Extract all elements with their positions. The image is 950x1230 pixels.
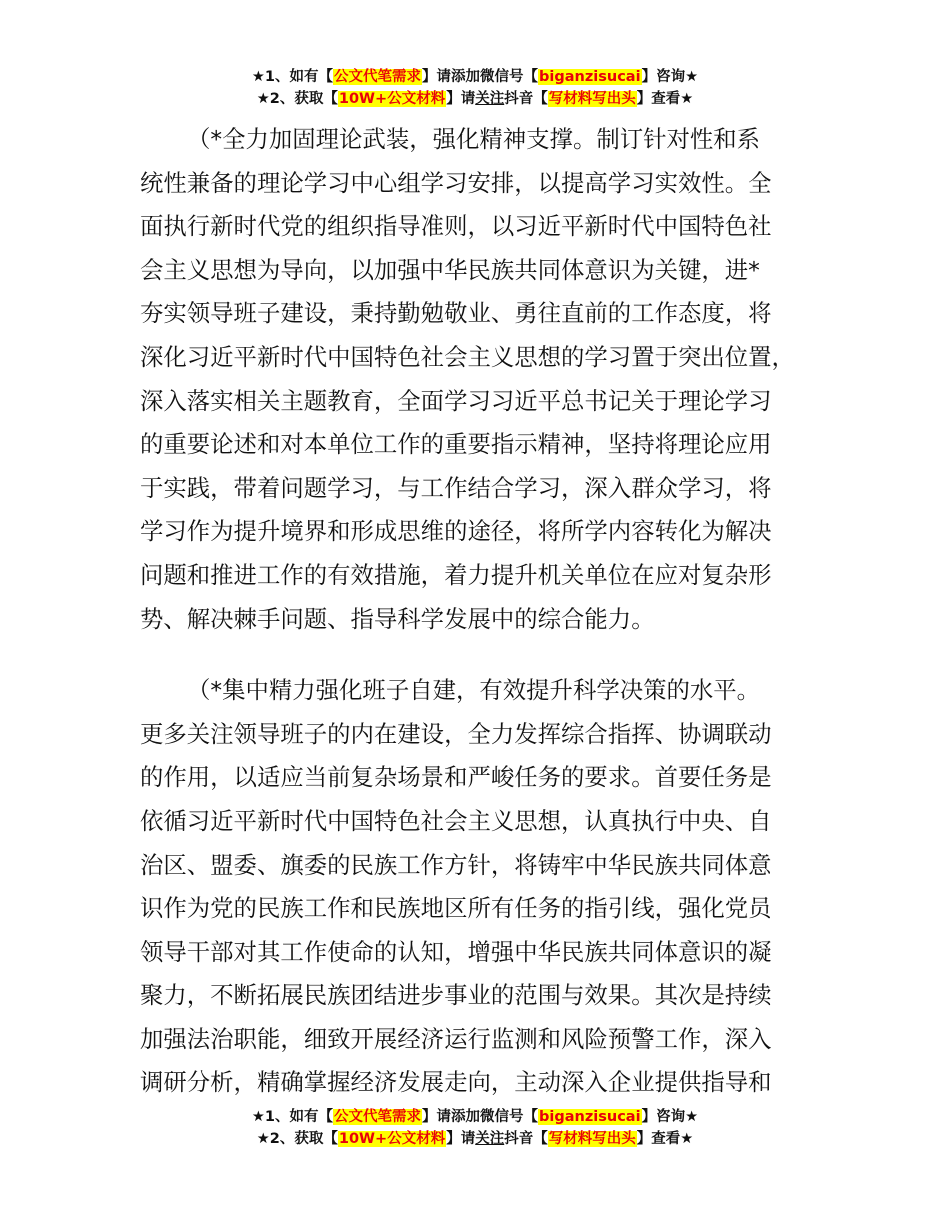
paragraph-2-line: （*集中精力强化班子自建，有效提升科学决策的水平。	[187, 676, 761, 705]
footer-follow-link[interactable]: 关注	[475, 1131, 505, 1147]
header-line-1-add: 加	[465, 69, 481, 85]
paragraph-1-line: （*全力加固理论武装，强化精神支撑。制订针对性和系	[187, 125, 761, 153]
footer-highlight-materials: 10W+公文材料	[338, 1131, 446, 1147]
paragraph-1-line: 的重要论述和对本单位工作的重要指示精神，坚持将理论应用	[140, 430, 772, 459]
header-line-1-suffix: 】咨询★	[641, 69, 699, 85]
footer-line-1	[0, 1106, 950, 1128]
footer-line-2-prefix: ★2、获取【	[256, 1131, 338, 1147]
paragraph-1-line: 会主义思想为导向，以加强中华民族共同体意识为关键，进*	[140, 255, 760, 284]
paragraph-2-line: 依循习近平新时代中国特色社会主义思想，认真执行中央、自	[140, 806, 772, 835]
paragraph-2-line: 领导干部对其工作使命的认知，增强中华民族共同体意识的凝	[140, 937, 772, 966]
paragraph-2	[140, 669, 820, 1105]
paragraph-1-line: 学习作为提升境界和形成思维的途径，将所学内容转化为解决	[140, 517, 772, 546]
paragraph-1-line: 势、解决棘手问题、指导科学发展中的综合能力。	[140, 604, 655, 633]
paragraph-2-line: 治区、盟委、旗委的民族工作方针，将铸牢中华民族共同体意	[140, 850, 772, 879]
document-body	[140, 118, 820, 1105]
header-line-2	[0, 88, 950, 110]
header-highlight-douyin: 写材料写出头	[548, 91, 636, 107]
header-highlight-service: 公文代笔需求	[334, 69, 422, 85]
footer-line-1-mid2: 微信号【	[480, 1109, 539, 1125]
paragraph-1-line: 夯实领导班子建设，秉持勤勉敬业、勇往直前的工作态度，将	[140, 299, 772, 328]
paragraph-1-line: 深化习近平新时代中国特色社会主义思想的学习置于突出位置，	[140, 342, 795, 371]
paragraph-2-line: 加强法治职能，细致开展经济运行监测和风险预警工作，深入	[140, 1024, 772, 1053]
footer-highlight-wechat-id: biganzisucai	[539, 1109, 641, 1125]
header-banner	[0, 66, 950, 110]
paragraph-1-line: 问题和推进工作的有效措施，着力提升机关单位在应对复杂形	[140, 560, 772, 589]
footer-banner	[0, 1106, 950, 1150]
footer-line-2-mid: 】请	[446, 1131, 476, 1147]
header-follow-link[interactable]: 关注	[475, 91, 505, 107]
footer-line-1-mid: 】请添	[422, 1109, 466, 1125]
header-highlight-materials: 10W+公文材料	[338, 91, 446, 107]
header-line-2-suffix: 】查看★	[636, 91, 694, 107]
header-highlight-wechat-id: biganzisucai	[539, 69, 641, 85]
footer-line-2	[0, 1128, 950, 1150]
paragraph-gap	[140, 641, 820, 669]
footer-highlight-douyin: 写材料写出头	[548, 1131, 636, 1147]
header-line-1-mid: 】请添	[422, 69, 466, 85]
header-line-2-mid2: 抖音【	[504, 91, 548, 107]
paragraph-1-line: 面执行新时代党的组织指导准则，以习近平新时代中国特色社	[140, 212, 772, 241]
paragraph-2-line: 识作为党的民族工作和民族地区所有任务的指引线，强化党员	[140, 894, 772, 923]
paragraph-2-line: 更多关注领导班子的内在建设，全力发挥综合指挥、协调联动	[140, 719, 772, 748]
footer-line-1-suffix: 】咨询★	[641, 1109, 699, 1125]
header-line-1-mid2: 微信号【	[480, 69, 539, 85]
footer-line-1-add: 加	[465, 1109, 481, 1125]
header-line-2-prefix: ★2、获取【	[256, 91, 338, 107]
footer-highlight-service: 公文代笔需求	[334, 1109, 422, 1125]
header-line-1	[0, 66, 950, 88]
paragraph-1-line: 统性兼备的理论学习中心组学习安排，以提高学习实效性。全	[140, 168, 772, 197]
paragraph-2-line: 调研分析，精确掌握经济发展走向，主动深入企业提供指导和	[140, 1068, 772, 1097]
header-line-1-prefix: ★1、如有【	[251, 69, 334, 85]
header-line-2-mid: 】请	[446, 91, 476, 107]
footer-line-2-suffix: 】查看★	[636, 1131, 694, 1147]
footer-line-2-mid2: 抖音【	[504, 1131, 548, 1147]
paragraph-1-line: 深入落实相关主题教育，全面学习习近平总书记关于理论学习	[140, 386, 772, 415]
footer-line-1-prefix: ★1、如有【	[251, 1109, 334, 1125]
paragraph-1	[140, 118, 820, 641]
paragraph-2-line: 的作用，以适应当前复杂场景和严峻任务的要求。首要任务是	[140, 763, 772, 792]
paragraph-1-line: 于实践，带着问题学习，与工作结合学习，深入群众学习，将	[140, 473, 772, 502]
paragraph-2-line: 聚力，不断拓展民族团结进步事业的范围与效果。其次是持续	[140, 981, 772, 1010]
